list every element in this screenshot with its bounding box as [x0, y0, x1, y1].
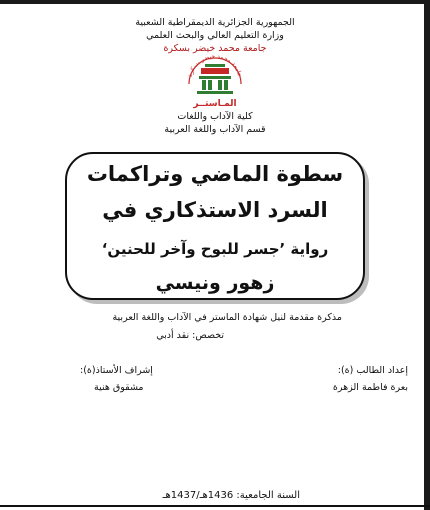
title-line-2: السرد الاستذكاري في	[102, 198, 328, 222]
student-name: بعرة فاطمة الزهرة	[332, 382, 408, 393]
title-line-4: زهور ونيسي	[155, 272, 275, 294]
title-box	[65, 152, 365, 300]
title-line-3: رواية ’جسر للبوح وآخر للحنين‘	[101, 240, 329, 258]
university-name: جامعة محمد خيضر بسكرة	[163, 43, 267, 54]
title-line-1: سطوة الماضي وتراكمات	[86, 162, 344, 186]
university-logo	[175, 54, 255, 112]
thesis-purpose: مذكرة مقدمة لنيل شهادة الماستر في الآداب واللغة العربية	[112, 312, 342, 323]
faculty-name: كلية الآداب واللغات	[177, 111, 253, 122]
student-label: إعداد الطالب (ة):	[337, 365, 408, 376]
supervisor-name: مشقوق هنية	[94, 382, 144, 393]
university-logo-icon	[175, 54, 255, 112]
logo-arc-text: جامعة محمد خيضر بسكرة	[186, 54, 244, 78]
academic-year: السنة الجامعية: 1436هـ/1437هـ	[162, 490, 300, 501]
document-header	[0, 16, 430, 55]
republic-name: الجمهورية الجزائرية الديمقراطية الشعبية	[135, 17, 295, 28]
page-bottom-rule	[0, 505, 430, 507]
ministry-name: وزارة التعليم العالي والبحث العلمي	[146, 30, 284, 41]
department-name: قسم الآداب واللغة العربية	[164, 124, 266, 135]
logo-caption: المـاستــر	[193, 99, 237, 109]
thesis-specialization: تخصص: نقد أدبي	[156, 330, 224, 341]
faculty-block	[0, 110, 430, 136]
supervisor-label: إشراف الأستاذ(ة):	[80, 365, 153, 376]
